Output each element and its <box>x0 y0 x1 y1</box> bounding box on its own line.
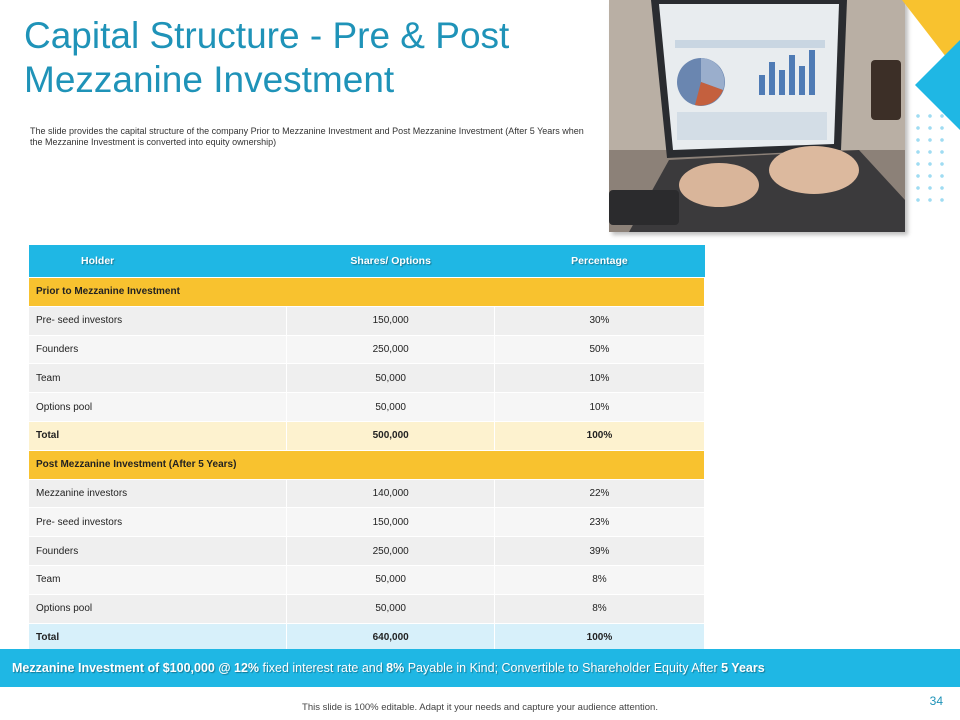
cell-holder: Founders <box>29 537 287 566</box>
cell-percentage: 39% <box>494 537 704 566</box>
cell-percentage: 23% <box>494 508 704 537</box>
cell-percentage: 8% <box>494 594 704 623</box>
cell-holder: Team <box>29 565 287 594</box>
cell-shares: 500,000 <box>287 421 494 450</box>
banner-part-5: 5 Years <box>721 661 765 675</box>
cell-shares: 50,000 <box>287 364 494 393</box>
cell-percentage: 8% <box>494 565 704 594</box>
cell-percentage: 10% <box>494 364 704 393</box>
cell-holder: Pre- seed investors <box>29 306 287 335</box>
cell-shares: 50,000 <box>287 565 494 594</box>
title-line-2: Mezzanine Investment <box>24 59 395 100</box>
cell-shares: 150,000 <box>287 306 494 335</box>
slide-description: The slide provides the capital structure of the company Prior to Mezzanine Investment and Post Mezzanine Investment (After 5 Years when the Mezzanine Investment is converted into equity ownership) <box>30 126 584 147</box>
total-row-pre <box>29 421 705 450</box>
cell-holder: Options pool <box>29 594 287 623</box>
header-holder: Holder <box>29 245 287 278</box>
cell-percentage: 100% <box>494 421 704 450</box>
total-row-post <box>29 623 705 652</box>
capital-structure-table <box>29 245 705 652</box>
table-row <box>29 565 705 594</box>
mezzanine-banner <box>0 649 960 687</box>
header-percentage: Percentage <box>494 245 704 278</box>
cell-holder: Team <box>29 364 287 393</box>
cell-percentage: 10% <box>494 393 704 422</box>
table-row <box>29 393 705 422</box>
cell-holder: Options pool <box>29 393 287 422</box>
table-row <box>29 594 705 623</box>
table-row <box>29 306 705 335</box>
table-row <box>29 508 705 537</box>
banner-part-1: Mezzanine Investment of $100,000 @ 12% <box>12 661 260 675</box>
table-row <box>29 335 705 364</box>
cell-shares: 50,000 <box>287 393 494 422</box>
header-shares: Shares/ Options <box>287 245 494 278</box>
laptop-illustration <box>609 0 905 232</box>
section-label-pre: Prior to Mezzanine Investment <box>29 278 705 307</box>
cell-shares: 140,000 <box>287 479 494 508</box>
cell-shares: 250,000 <box>287 335 494 364</box>
cell-holder: Total <box>29 623 287 652</box>
cell-holder: Mezzanine investors <box>29 479 287 508</box>
page-number: 34 <box>929 694 943 708</box>
banner-part-2: fixed interest rate and <box>259 661 387 675</box>
cell-holder: Pre- seed investors <box>29 508 287 537</box>
cell-percentage: 50% <box>494 335 704 364</box>
table-row <box>29 479 705 508</box>
laptop-photo <box>609 0 905 232</box>
cell-percentage: 30% <box>494 306 704 335</box>
slide-title <box>24 14 604 102</box>
table-row <box>29 364 705 393</box>
cell-percentage: 22% <box>494 479 704 508</box>
section-label-post: Post Mezzanine Investment (After 5 Years) <box>29 450 705 479</box>
table-row <box>29 537 705 566</box>
cell-holder: Total <box>29 421 287 450</box>
title-line-1: Capital Structure - Pre & Post <box>24 15 510 56</box>
cell-shares: 50,000 <box>287 594 494 623</box>
footer-note: This slide is 100% editable. Adapt it your needs and capture your audience attention. <box>302 702 658 713</box>
cell-holder: Founders <box>29 335 287 364</box>
banner-part-3: 8% <box>386 661 405 675</box>
cell-percentage: 100% <box>494 623 704 652</box>
cell-shares: 640,000 <box>287 623 494 652</box>
dot-pattern <box>912 110 952 210</box>
cell-shares: 250,000 <box>287 537 494 566</box>
banner-part-4: Payable in Kind; Convertible to Shareholder Equity After <box>404 661 722 675</box>
section-row-post <box>29 450 705 479</box>
cell-shares: 150,000 <box>287 508 494 537</box>
section-row-pre <box>29 278 705 307</box>
table-header-row <box>29 245 705 278</box>
